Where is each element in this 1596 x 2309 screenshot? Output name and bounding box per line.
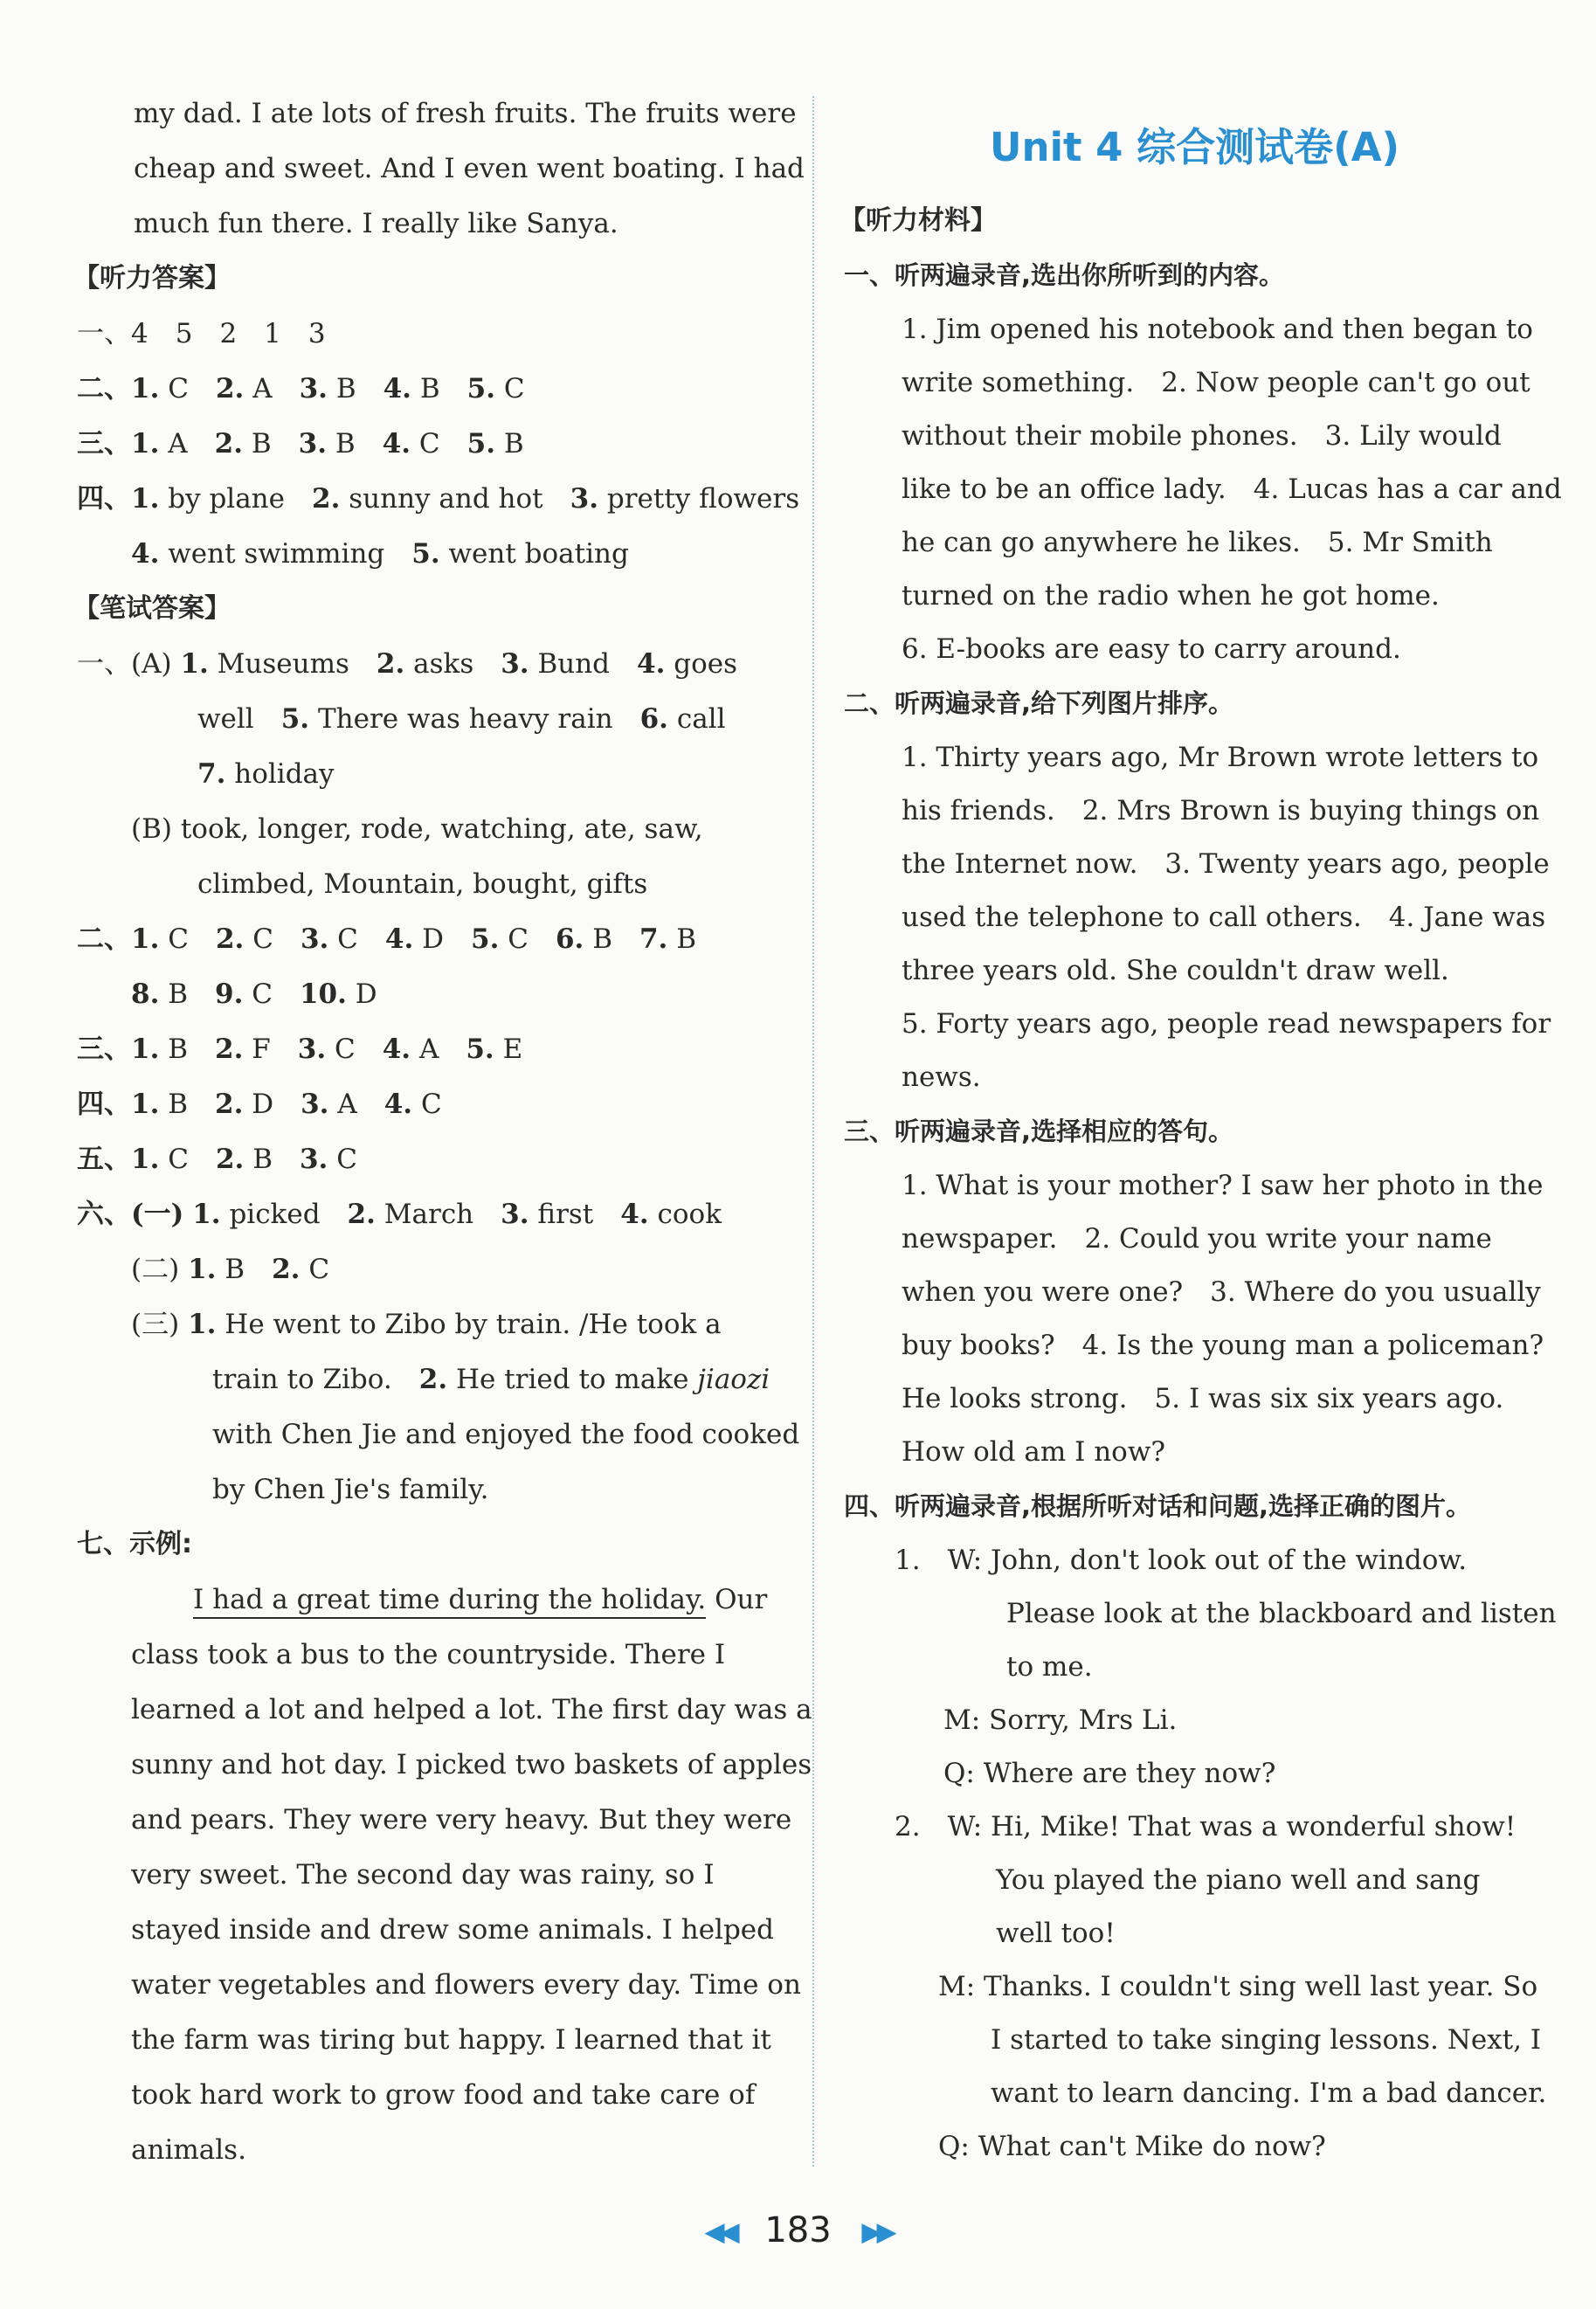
listening-answer-3: 三、1. A 2. B 3. B 4. C 5. B — [77, 428, 524, 460]
essay-line: very sweet. The second day was rainy, so I — [131, 1859, 715, 1891]
s2-line: 5. Forty years ago, people read newspapers for — [902, 1008, 1551, 1040]
written-answers-header: 【笔试答案】 — [73, 593, 231, 624]
written-answer-2: 二、1. C 2. C 3. C 4. D 5. C 6. B 7. B — [77, 923, 696, 955]
intro-line: cheap and sweet. And I even went boating. I had — [134, 153, 805, 184]
page-title: Unit 4 综合测试卷(A) — [990, 124, 1400, 170]
previous-page-icon[interactable]: ◀◀ — [704, 2216, 735, 2248]
dialogue-1-line: 1. W: John, don't look out of the window. — [895, 1545, 1468, 1576]
listening-answer-4-cont: 4. went swimming 5. went boating — [131, 538, 629, 570]
s1-line: like to be an office lady. 4. Lucas has a car and — [902, 474, 1562, 505]
s2-line: 1. Thirty years ago, Mr Brown wrote letters to — [902, 742, 1539, 773]
sample-essay-header: 七、示例: — [77, 1529, 192, 1559]
s2-line: three years old. She couldn't draw well. — [902, 955, 1449, 986]
intro-line: my dad. I ate lots of fresh fruits. The fruits were — [134, 98, 797, 129]
essay-line: animals. — [131, 2134, 246, 2166]
essay-line: I had a great time during the holiday. Our — [193, 1582, 767, 1617]
listening-answer-4: 四、1. by plane 2. sunny and hot 3. pretty flowers — [77, 483, 800, 515]
s2-line: his friends. 2. Mrs Brown is buying things on — [902, 795, 1540, 826]
s1-line: 6. E-books are easy to carry around. — [902, 633, 1401, 665]
written-answer-1-cont: well 5. There was heavy rain 6. call — [197, 703, 726, 735]
written-answer-1: 一、(A) 1. Museums 2. asks 3. Bund 4. goes — [77, 648, 738, 680]
dialogue-1-line: Please look at the blackboard and listen — [1006, 1598, 1557, 1629]
s3-line: How old am I now? — [902, 1436, 1165, 1468]
essay-line: sunny and hot day. I picked two baskets of apples — [131, 1749, 812, 1780]
written-answer-6c-cont: train to Zibo. 2. He tried to make jiaozi — [212, 1364, 770, 1395]
section-4-header: 四、听两遍录音,根据所听对话和问题,选择正确的图片。 — [844, 1491, 1472, 1521]
s2-line: used the telephone to call others. 4. Jane was — [902, 902, 1546, 933]
essay-line: stayed inside and drew some animals. I helped — [131, 1914, 774, 1946]
dialogue-2-line: Q: What can't Mike do now? — [938, 2131, 1326, 2162]
written-answer-1b-cont: climbed, Mountain, bought, gifts — [197, 868, 648, 900]
written-answer-3: 三、1. B 2. F 3. C 4. A 5. E — [77, 1034, 523, 1065]
section-2-header: 二、听两遍录音,给下列图片排序。 — [844, 688, 1234, 718]
dialogue-1-line: Q: Where are they now? — [943, 1758, 1276, 1789]
page-number: 183 — [764, 2210, 832, 2250]
dialogue-2-line: well too! — [996, 1918, 1116, 1949]
s3-line: 1. What is your mother? I saw her photo in the — [902, 1170, 1544, 1201]
s3-line: He looks strong. 5. I was six six years ago. — [902, 1383, 1504, 1414]
written-answer-5: 五、1. C 2. B 3. C — [77, 1144, 357, 1175]
dialogue-2-line: M: Thanks. I couldn't sing well last year. So — [938, 1971, 1538, 2002]
dialogue-2-line: I started to take singing lessons. Next, I — [991, 2024, 1542, 2056]
written-answer-6b: (二) 1. B 2. C — [131, 1254, 330, 1285]
s3-line: newspaper. 2. Could you write your name — [902, 1223, 1492, 1255]
dialogue-2-line: want to learn dancing. I'm a bad dancer. — [991, 2077, 1547, 2109]
s2-line: the Internet now. 3. Twenty years ago, people — [902, 848, 1550, 880]
s1-line: 1. Jim opened his notebook and then began to — [902, 314, 1533, 345]
essay-line: class took a bus to the countryside. There I — [131, 1639, 726, 1670]
written-answer-6c-cont: by Chen Jie's family. — [212, 1474, 489, 1505]
essay-line: took hard work to grow food and take care of — [131, 2079, 756, 2111]
written-answer-6c-cont: with Chen Jie and enjoyed the food cooked — [212, 1419, 800, 1450]
section-1-header: 一、听两遍录音,选出你所听到的内容。 — [844, 260, 1285, 290]
listening-answer-1: 一、4 5 2 1 3 — [77, 318, 326, 349]
dialogue-2-line: 2. W: Hi, Mike! That was a wonderful show! — [895, 1811, 1517, 1842]
section-3-header: 三、听两遍录音,选择相应的答句。 — [844, 1116, 1234, 1146]
dialogue-2-line: You played the piano well and sang — [996, 1864, 1481, 1896]
page-footer — [0, 2210, 1596, 2250]
listening-answer-2: 二、1. C 2. A 3. B 4. B 5. C — [77, 373, 525, 404]
essay-line: learned a lot and helped a lot. The first day was a — [131, 1694, 812, 1725]
written-answer-1-cont: 7. holiday — [197, 758, 335, 790]
written-answer-6c: (三) 1. He went to Zibo by train. /He took a — [131, 1309, 722, 1340]
intro-line: much fun there. I really like Sanya. — [134, 208, 618, 239]
column-divider — [812, 96, 814, 2167]
s1-line: without their mobile phones. 3. Lily would — [902, 420, 1502, 452]
essay-line: water vegetables and flowers every day. Time on — [131, 1969, 801, 2001]
listening-answers-header: 【听力答案】 — [73, 263, 231, 294]
s1-line: write something. 2. Now people can't go out — [902, 367, 1530, 398]
essay-line: the farm was tiring but happy. I learned that it — [131, 2024, 771, 2056]
written-answer-6: 六、(一) 1. picked 2. March 3. first 4. cook — [77, 1199, 722, 1230]
s3-line: buy books? 4. Is the young man a policeman? — [902, 1330, 1544, 1361]
written-answer-2-cont: 8. B 9. C 10. D — [131, 978, 377, 1010]
written-answer-1b: (B) took, longer, rode, watching, ate, saw, — [131, 813, 703, 845]
essay-line: and pears. They were very heavy. But they were — [131, 1804, 792, 1835]
s1-line: turned on the radio when he got home. — [902, 580, 1440, 612]
s3-line: when you were one? 3. Where do you usually — [902, 1276, 1541, 1308]
next-page-icon[interactable]: ▶▶ — [861, 2216, 892, 2248]
essay-underlined-sentence: I had a great time during the holiday. — [193, 1584, 706, 1619]
s2-line: news. — [902, 1061, 981, 1093]
written-answer-4: 四、1. B 2. D 3. A 4. C — [77, 1089, 442, 1120]
dialogue-1-line: to me. — [1006, 1651, 1093, 1683]
listening-material-header: 【听力材料】 — [839, 205, 997, 236]
dialogue-1-line: M: Sorry, Mrs Li. — [943, 1704, 1178, 1736]
s1-line: he can go anywhere he likes. 5. Mr Smith — [902, 527, 1493, 558]
